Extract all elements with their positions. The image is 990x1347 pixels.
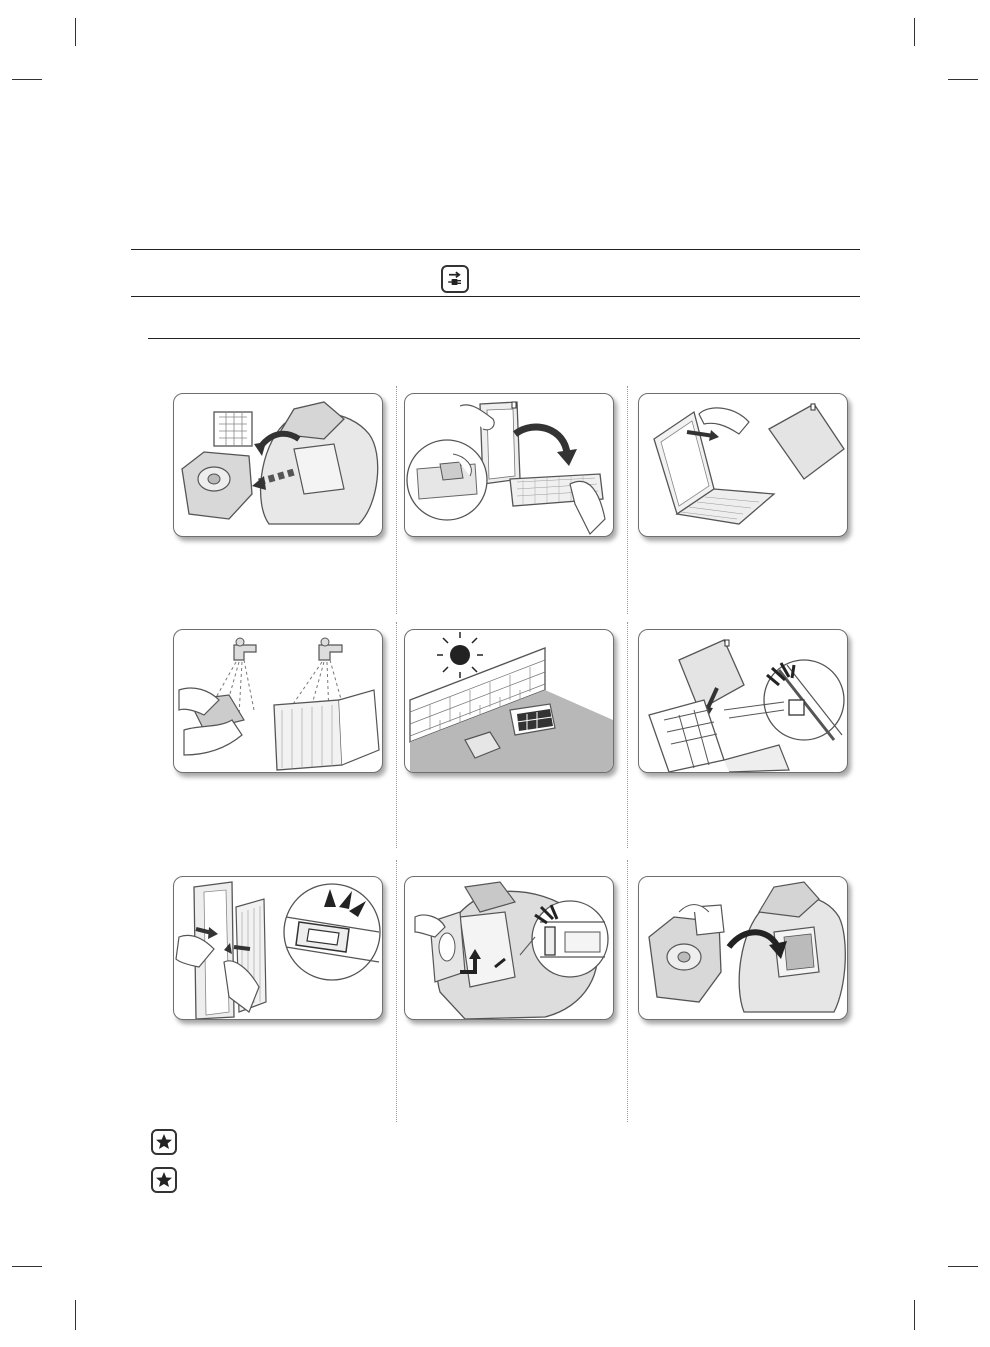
- crop-mark: [914, 1300, 915, 1330]
- remove-dust-bin-illustration: [173, 393, 383, 537]
- insert-filter-illustration: [404, 876, 614, 1020]
- column-separator: [627, 622, 628, 848]
- unplug-icon: [441, 265, 469, 293]
- star-icon: [151, 1167, 177, 1193]
- header-rule-top: [131, 249, 860, 250]
- column-separator: [627, 386, 628, 614]
- column-separator: [396, 386, 397, 614]
- replace-dust-bin-illustration: [638, 876, 848, 1020]
- column-separator: [396, 622, 397, 848]
- column-separator: [396, 860, 397, 1122]
- star-icon: [151, 1129, 177, 1155]
- crop-mark: [914, 18, 915, 46]
- dry-in-shade-illustration: [404, 629, 614, 773]
- header-rule-bottom: [131, 296, 860, 297]
- reinsert-sponge-illustration: [638, 629, 848, 773]
- crop-mark: [75, 1300, 76, 1330]
- crop-mark: [12, 1266, 42, 1267]
- crop-mark: [948, 79, 978, 80]
- crop-mark: [75, 18, 76, 46]
- crop-mark: [948, 1266, 978, 1267]
- open-filter-frame-illustration: [404, 393, 614, 537]
- remove-sponge-illustration: [638, 393, 848, 537]
- wash-filter-under-tap-illustration: [173, 629, 383, 773]
- crop-mark: [12, 79, 42, 80]
- section-rule: [148, 338, 860, 339]
- close-filter-frame-illustration: [173, 876, 383, 1020]
- column-separator: [627, 860, 628, 1122]
